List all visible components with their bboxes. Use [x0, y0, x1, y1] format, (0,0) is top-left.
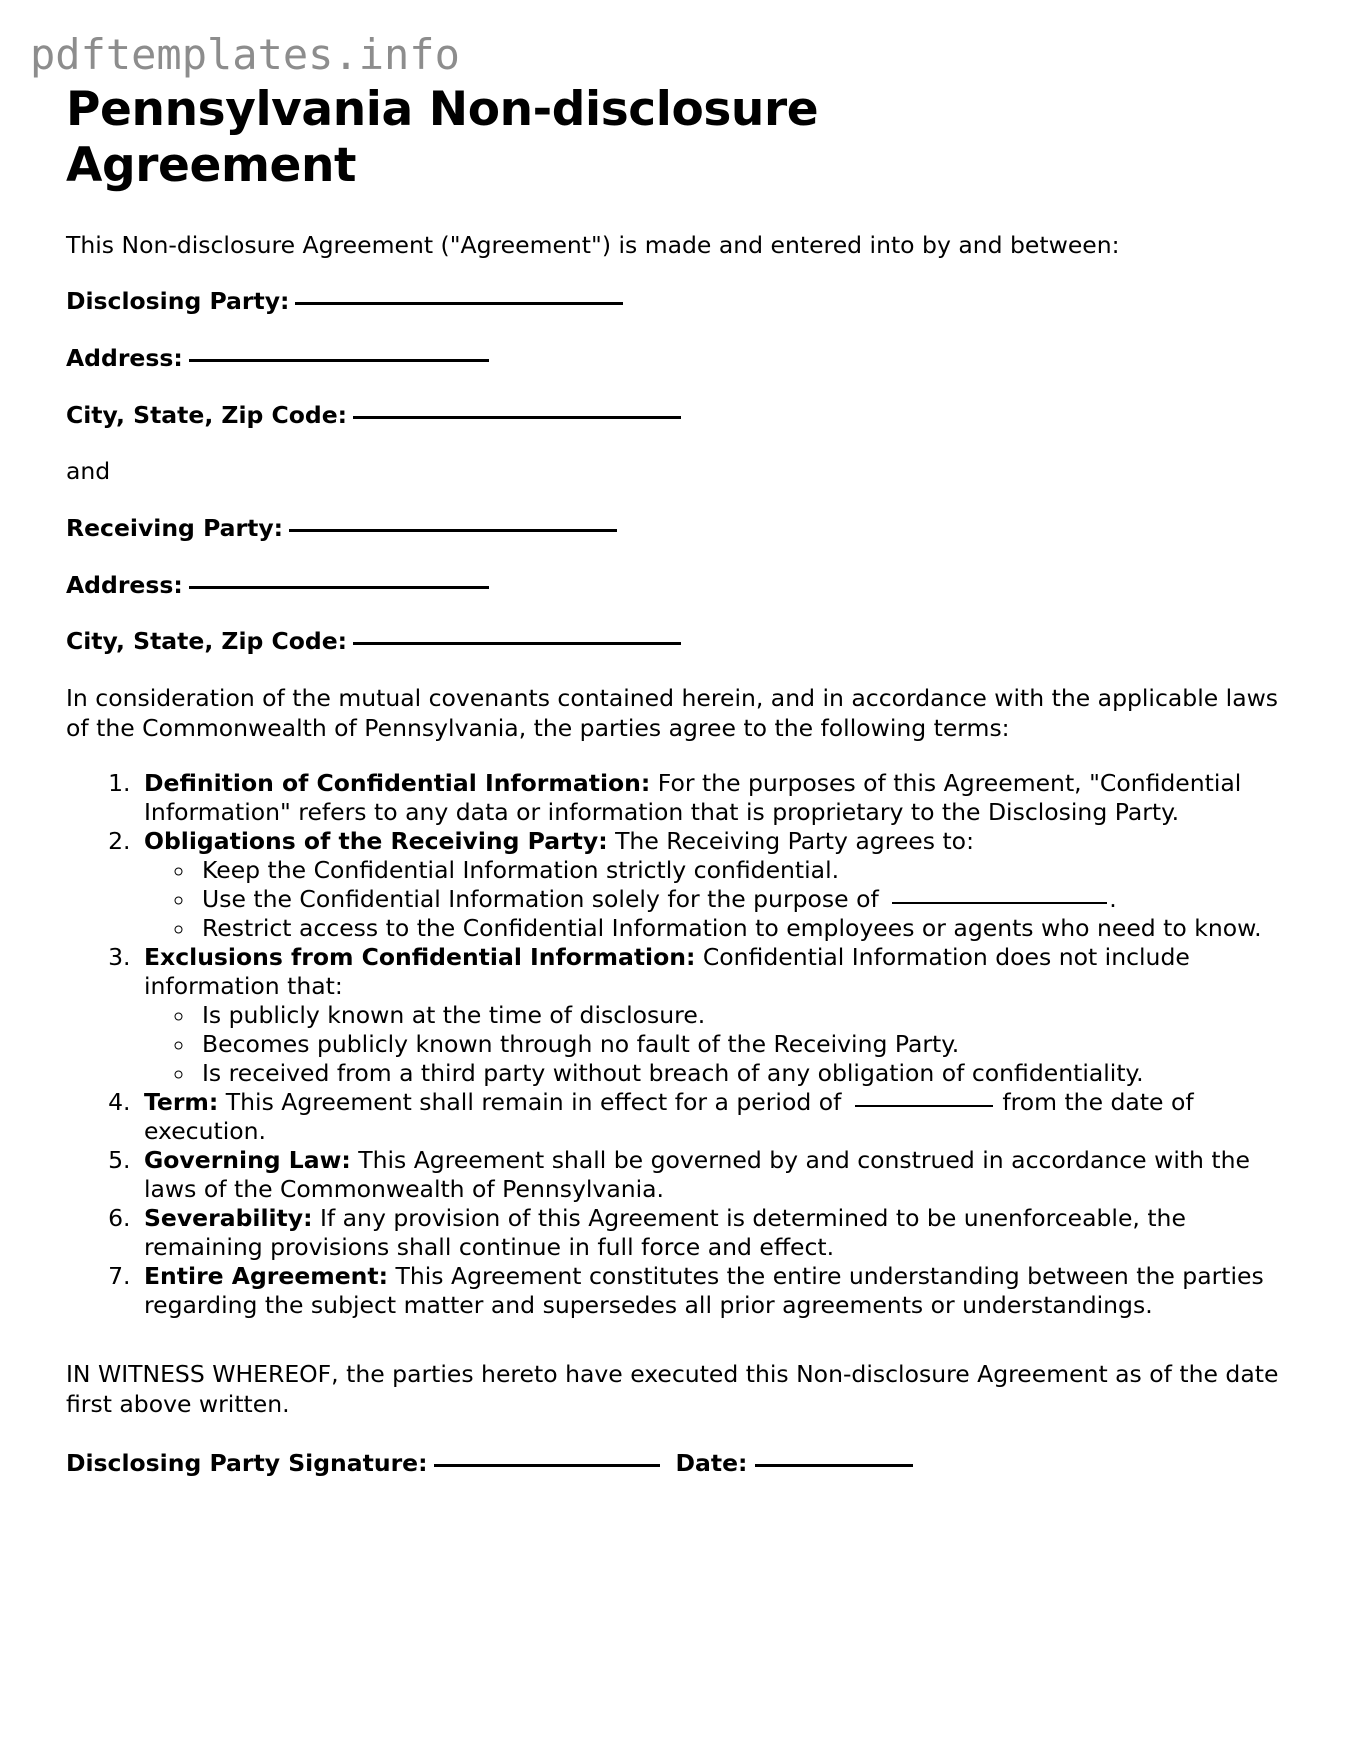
intro-paragraph: This Non-disclosure Agreement ("Agreement") is made and entered into by and between:: [66, 230, 1120, 259]
subitem-text: Keep the Confidential Information strictly confidential.: [202, 856, 840, 885]
term-item-7: [138, 1262, 1291, 1320]
list-item: [196, 1001, 1291, 1030]
term-heading-2: Obligations of the Receiving Party:: [144, 827, 608, 856]
disclosing-party-address-label: Address:: [66, 344, 183, 373]
list-item: [196, 1059, 1291, 1088]
disclosing-party-name-label: Disclosing Party:: [66, 287, 290, 316]
term-text-1: For the purposes of this Agreement, "Confidential Information" refers to any data or information that is proprietary to the Disclosing Party.: [144, 769, 1242, 827]
disclosing-signature-label: Disclosing Party Signature:: [66, 1448, 428, 1477]
disclosing-party-city-label: City, State, Zip Code:: [66, 400, 348, 429]
term-text-6: If any provision of this Agreement is determined to be unenforceable, the remaining provisions shall continue in full force and effect.: [144, 1204, 1186, 1262]
terms-list: [66, 769, 1291, 1320]
subitem-text: Is received from a third party without breach of any obligation of confidentiality.: [202, 1059, 1144, 1088]
date-blank[interactable]: [755, 1464, 913, 1467]
disclosing-party-city-blank[interactable]: [353, 416, 681, 419]
term-2-subitems: [144, 856, 1291, 943]
list-item: [196, 914, 1291, 943]
receiving-party-name-field: [66, 514, 1291, 543]
conjunction-and: and: [66, 457, 111, 486]
receiving-party-name-blank[interactable]: [289, 529, 617, 532]
receiving-party-city-label: City, State, Zip Code:: [66, 627, 348, 656]
list-item: [196, 856, 1291, 885]
disclosing-party-address-field: [66, 344, 1291, 373]
term-item-3: [138, 943, 1291, 1088]
witness-paragraph: IN WITNESS WHEREOF, the parties hereto have executed this Non-disclosure Agreement as of the date first above written.: [66, 1360, 1279, 1418]
receiving-party-city-blank[interactable]: [353, 642, 681, 645]
term-heading-6: Severability:: [144, 1204, 313, 1233]
term-item-6: [138, 1204, 1291, 1262]
document-content: [66, 0, 1291, 1477]
term-text-2: The Receiving Party agrees to:: [607, 827, 974, 856]
term-text-4-before: This Agreement shall remain in effect for a period of: [218, 1088, 849, 1117]
subitem-text-after: .: [1109, 885, 1117, 914]
term-heading-1: Definition of Confidential Information:: [144, 769, 651, 797]
term-item-5: [138, 1146, 1291, 1204]
term-text-4-after: from the date of execution.: [144, 1088, 1194, 1146]
term-heading-3: Exclusions from Confidential Information:: [144, 943, 696, 972]
receiving-party-city-field: [66, 627, 1291, 656]
term-text-7: This Agreement constitutes the entire understanding between the parties regarding the subject matter and supersedes all prior agreements or understandings.: [144, 1262, 1264, 1320]
term-text-5: This Agreement shall be governed by and construed in accordance with the laws of the Commonwealth of Pennsylvania.: [144, 1146, 1250, 1204]
disclosing-signature-blank[interactable]: [434, 1464, 660, 1467]
term-item-4: [138, 1088, 1291, 1146]
disclosing-party-name-blank[interactable]: [295, 302, 623, 305]
receiving-party-name-label: Receiving Party:: [66, 514, 284, 543]
term-heading-4: Term:: [144, 1088, 219, 1117]
list-item: [196, 885, 1291, 914]
receiving-party-address-label: Address:: [66, 570, 183, 599]
page-title: Pennsylvania Non-disclosure Agreement: [66, 82, 819, 194]
term-heading-5: Governing Law:: [144, 1146, 351, 1175]
disclosing-party-address-blank[interactable]: [189, 359, 489, 362]
disclosing-party-city-field: [66, 401, 1291, 430]
term-item-2: [138, 827, 1291, 943]
watermark-pdftemplates: pdftemplates.info: [30, 30, 460, 79]
receiving-party-address-blank[interactable]: [189, 586, 489, 589]
term-period-blank[interactable]: [855, 1105, 993, 1107]
term-item-1: [138, 769, 1291, 827]
disclosing-party-name-field: [66, 287, 1291, 316]
term-text-3: Confidential Information does not include information that:: [144, 943, 1190, 1001]
subitem-text: Is publicly known at the time of disclosure.: [202, 1001, 706, 1030]
list-item: [196, 1030, 1291, 1059]
term-3-subitems: [144, 1001, 1291, 1088]
receiving-party-address-field: [66, 571, 1291, 600]
consideration-paragraph: In consideration of the mutual covenants contained herein, and in accordance with the applicable laws of the Commonwealth of Pennsylvania, the parties agree to the following terms:: [66, 684, 1279, 742]
date-label: Date:: [675, 1448, 748, 1477]
subitem-text: Becomes publicly known through no fault of the Receiving Party.: [202, 1030, 960, 1059]
subitem-text: Restrict access to the Confidential Information to employees or agents who need to know.: [202, 914, 1262, 943]
term-heading-7: Entire Agreement:: [144, 1262, 389, 1291]
subitem-text: Use the Confidential Information solely for the purpose of: [202, 885, 887, 914]
purpose-blank[interactable]: [892, 902, 1107, 904]
disclosing-signature-field: [66, 1449, 1291, 1478]
